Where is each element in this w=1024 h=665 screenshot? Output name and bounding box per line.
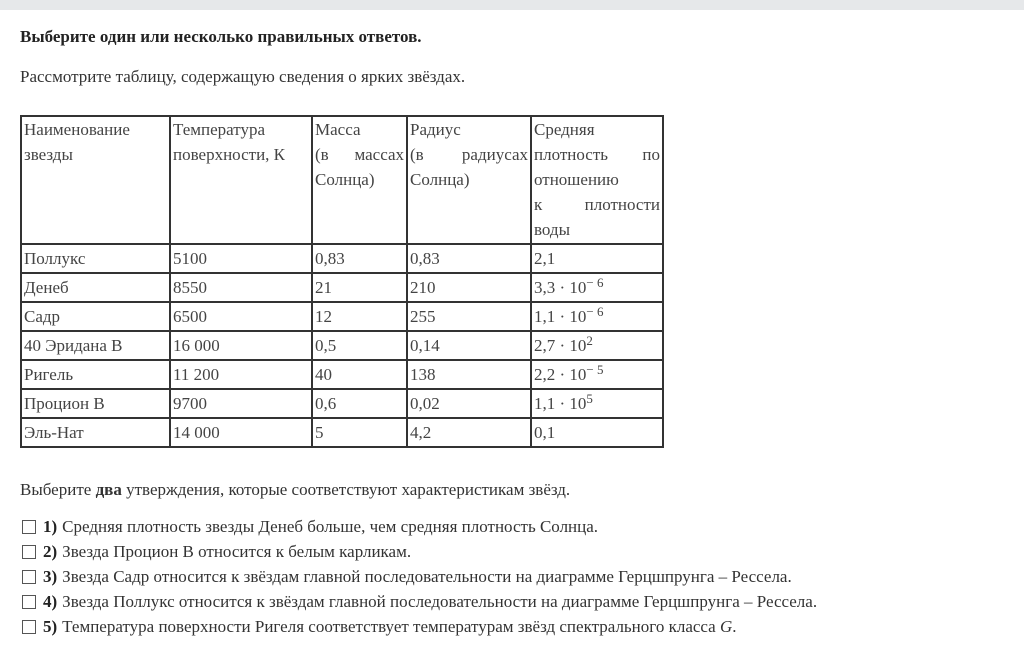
density-exponent: − 6 [586,275,604,290]
option-number: 4) [43,591,58,611]
cell-mass: 21 [312,273,407,302]
cell-temp: 5100 [170,244,312,273]
cell-density: $2,2 \cdot 10^{- 5}$ [531,360,663,389]
question-prompt: Выберите два утверждения, которые соответствуют характеристикам звёзд. [20,480,571,499]
cell-name: Ригель [21,360,170,389]
table-row [21,331,663,360]
answer-option-1[interactable] [22,514,817,539]
cell-density: $1,1 \cdot 10^{- 6}$ [531,302,663,331]
density-exponent: − 5 [586,362,604,377]
header-mass: Масса (в массах Солнца) [312,116,407,244]
table-row [21,302,663,331]
cell-temp: 14 000 [170,418,312,447]
density-exponent: 2 [586,333,593,348]
table-row [21,273,663,302]
option-number: 2) [43,541,58,561]
answer-checkbox[interactable] [22,545,36,559]
option-number: 1) [43,516,58,536]
answer-checkbox[interactable] [22,595,36,609]
cell-density: 0,1 [531,418,663,447]
option-text: Средняя плотность звезды Денеб больше, чем средняя плотность Солнца. [62,516,599,536]
cell-temp: 16 000 [170,331,312,360]
intro-text: Рассмотрите таблицу, содержащую сведения о ярких звёздах. [20,67,466,86]
cell-name: Поллукс [21,244,170,273]
answer-option-2[interactable] [22,539,817,564]
cell-mass: 0,5 [312,331,407,360]
option-text: Звезда Садр относится к звёздам главной последовательности на диаграмме Герцшпрунга – Рессела. [62,566,792,586]
cell-temp: 9700 [170,389,312,418]
density-exponent: − 6 [586,304,604,319]
cell-mass: 5 [312,418,407,447]
header-radius: Радиус (в радиусах Солнца) [407,116,531,244]
cell-name: Садр [21,302,170,331]
cell-temp: 8550 [170,273,312,302]
answer-checkbox[interactable] [22,620,36,634]
cell-name: Денеб [21,273,170,302]
cell-radius: 138 [407,360,531,389]
table-body [21,244,663,447]
table-header-row [21,116,663,244]
cell-mass: 0,6 [312,389,407,418]
header-name: Наименование звезды [21,116,170,244]
header-density: Средняя плотность по отношению к плотности воды [531,116,663,244]
cell-mass: 40 [312,360,407,389]
cell-mass: 0,83 [312,244,407,273]
answer-option-5[interactable] [22,614,817,639]
answer-checkbox[interactable] [22,520,36,534]
option-text: Температура поверхности Ригеля соответствует температурам звёзд спектрального класса G. [62,616,737,636]
option-text: Звезда Поллукс относится к звёздам главной последовательности на диаграмме Герцшпрунга – Рессела. [62,591,818,611]
instruction-heading: Выберите один или несколько правильных ответов. [20,27,422,46]
cell-radius: 0,02 [407,389,531,418]
option-number: 3) [43,566,58,586]
cell-density: 2,1 [531,244,663,273]
table-row [21,244,663,273]
answer-option-3[interactable] [22,564,817,589]
cell-radius: 210 [407,273,531,302]
header-temperature: Температура поверхности, К [170,116,312,244]
table-row [21,418,663,447]
cell-radius: 0,83 [407,244,531,273]
cell-radius: 4,2 [407,418,531,447]
cell-radius: 0,14 [407,331,531,360]
table-row [21,389,663,418]
table-row [21,360,663,389]
cell-mass: 12 [312,302,407,331]
density-exponent: 5 [586,391,593,406]
cell-temp: 6500 [170,302,312,331]
cell-density: $1,1 \cdot 10^5$ [531,389,663,418]
cell-name: Эль-Нат [21,418,170,447]
cell-radius: 255 [407,302,531,331]
top-bar [0,0,1024,10]
answer-options [22,514,817,639]
cell-temp: 11 200 [170,360,312,389]
cell-name: 40 Эридана В [21,331,170,360]
stars-table [20,115,664,448]
cell-density: $3,3 \cdot 10^{- 6}$ [531,273,663,302]
answer-checkbox[interactable] [22,570,36,584]
cell-name: Процион В [21,389,170,418]
option-number: 5) [43,616,58,636]
option-text: Звезда Процион В относится к белым карликам. [62,541,412,561]
cell-density: $2,7 \cdot 10^2$ [531,331,663,360]
answer-option-4[interactable] [22,589,817,614]
